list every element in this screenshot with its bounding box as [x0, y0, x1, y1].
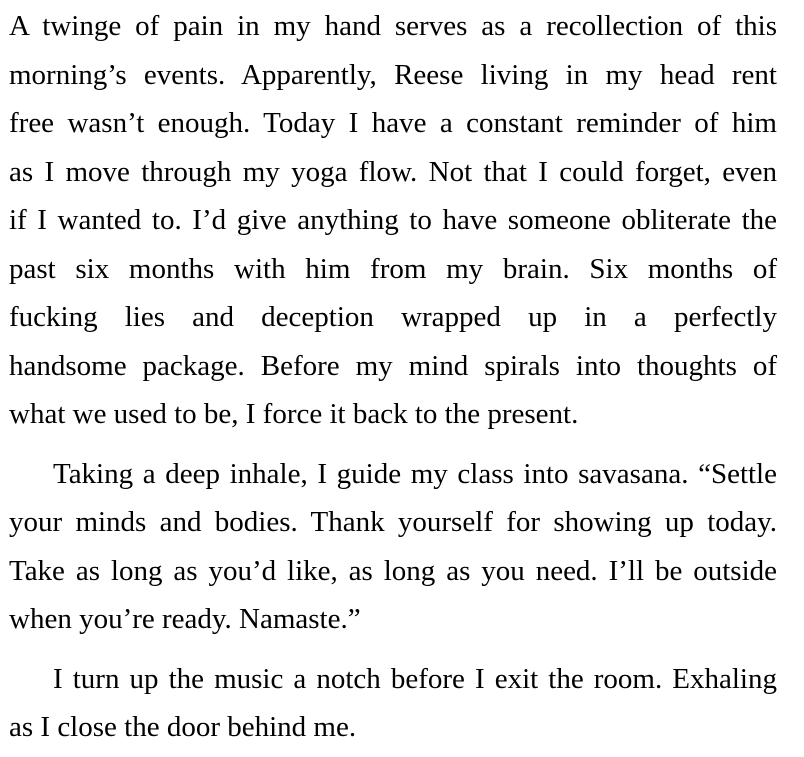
text-line: handsome package. Before my mind spirals into thoughts of: [9, 349, 777, 382]
text-line: your minds and bodies. Thank yourself for showing up today.: [9, 506, 777, 538]
text-line: as I move through my yoga flow. Not that I could forget, even: [9, 155, 777, 188]
text-line: I turn up the music a notch before I exit the room. Exhaling: [53, 662, 777, 695]
paragraph-1: [9, 2, 777, 439]
text-line: free wasn’t enough. Today I have a constant reminder of him: [9, 107, 777, 139]
text-line: past six months with him from my brain. Six months of: [9, 252, 777, 285]
text-line: what we used to be, I force it back to the present.: [9, 398, 579, 430]
text-line: fucking lies and deception wrapped up in a perfectly: [9, 301, 777, 333]
paragraph-2: [9, 450, 777, 644]
text-line: Take as long as you’d like, as long as you need. I’ll be outside: [9, 554, 777, 587]
text-line: Taking a deep inhale, I guide my class into savasana. “Settle: [53, 457, 777, 490]
text-line: as I close the door behind me.: [9, 711, 357, 743]
text-line: if I wanted to. I’d give anything to have someone obliterate the: [9, 204, 777, 236]
text-line: A twinge of pain in my hand serves as a recollection of this: [9, 10, 777, 42]
paragraph-3: [9, 655, 777, 752]
text-line: when you’re ready. Namaste.”: [9, 603, 361, 635]
text-line: morning’s events. Apparently, Reese living in my head rent: [9, 58, 777, 91]
